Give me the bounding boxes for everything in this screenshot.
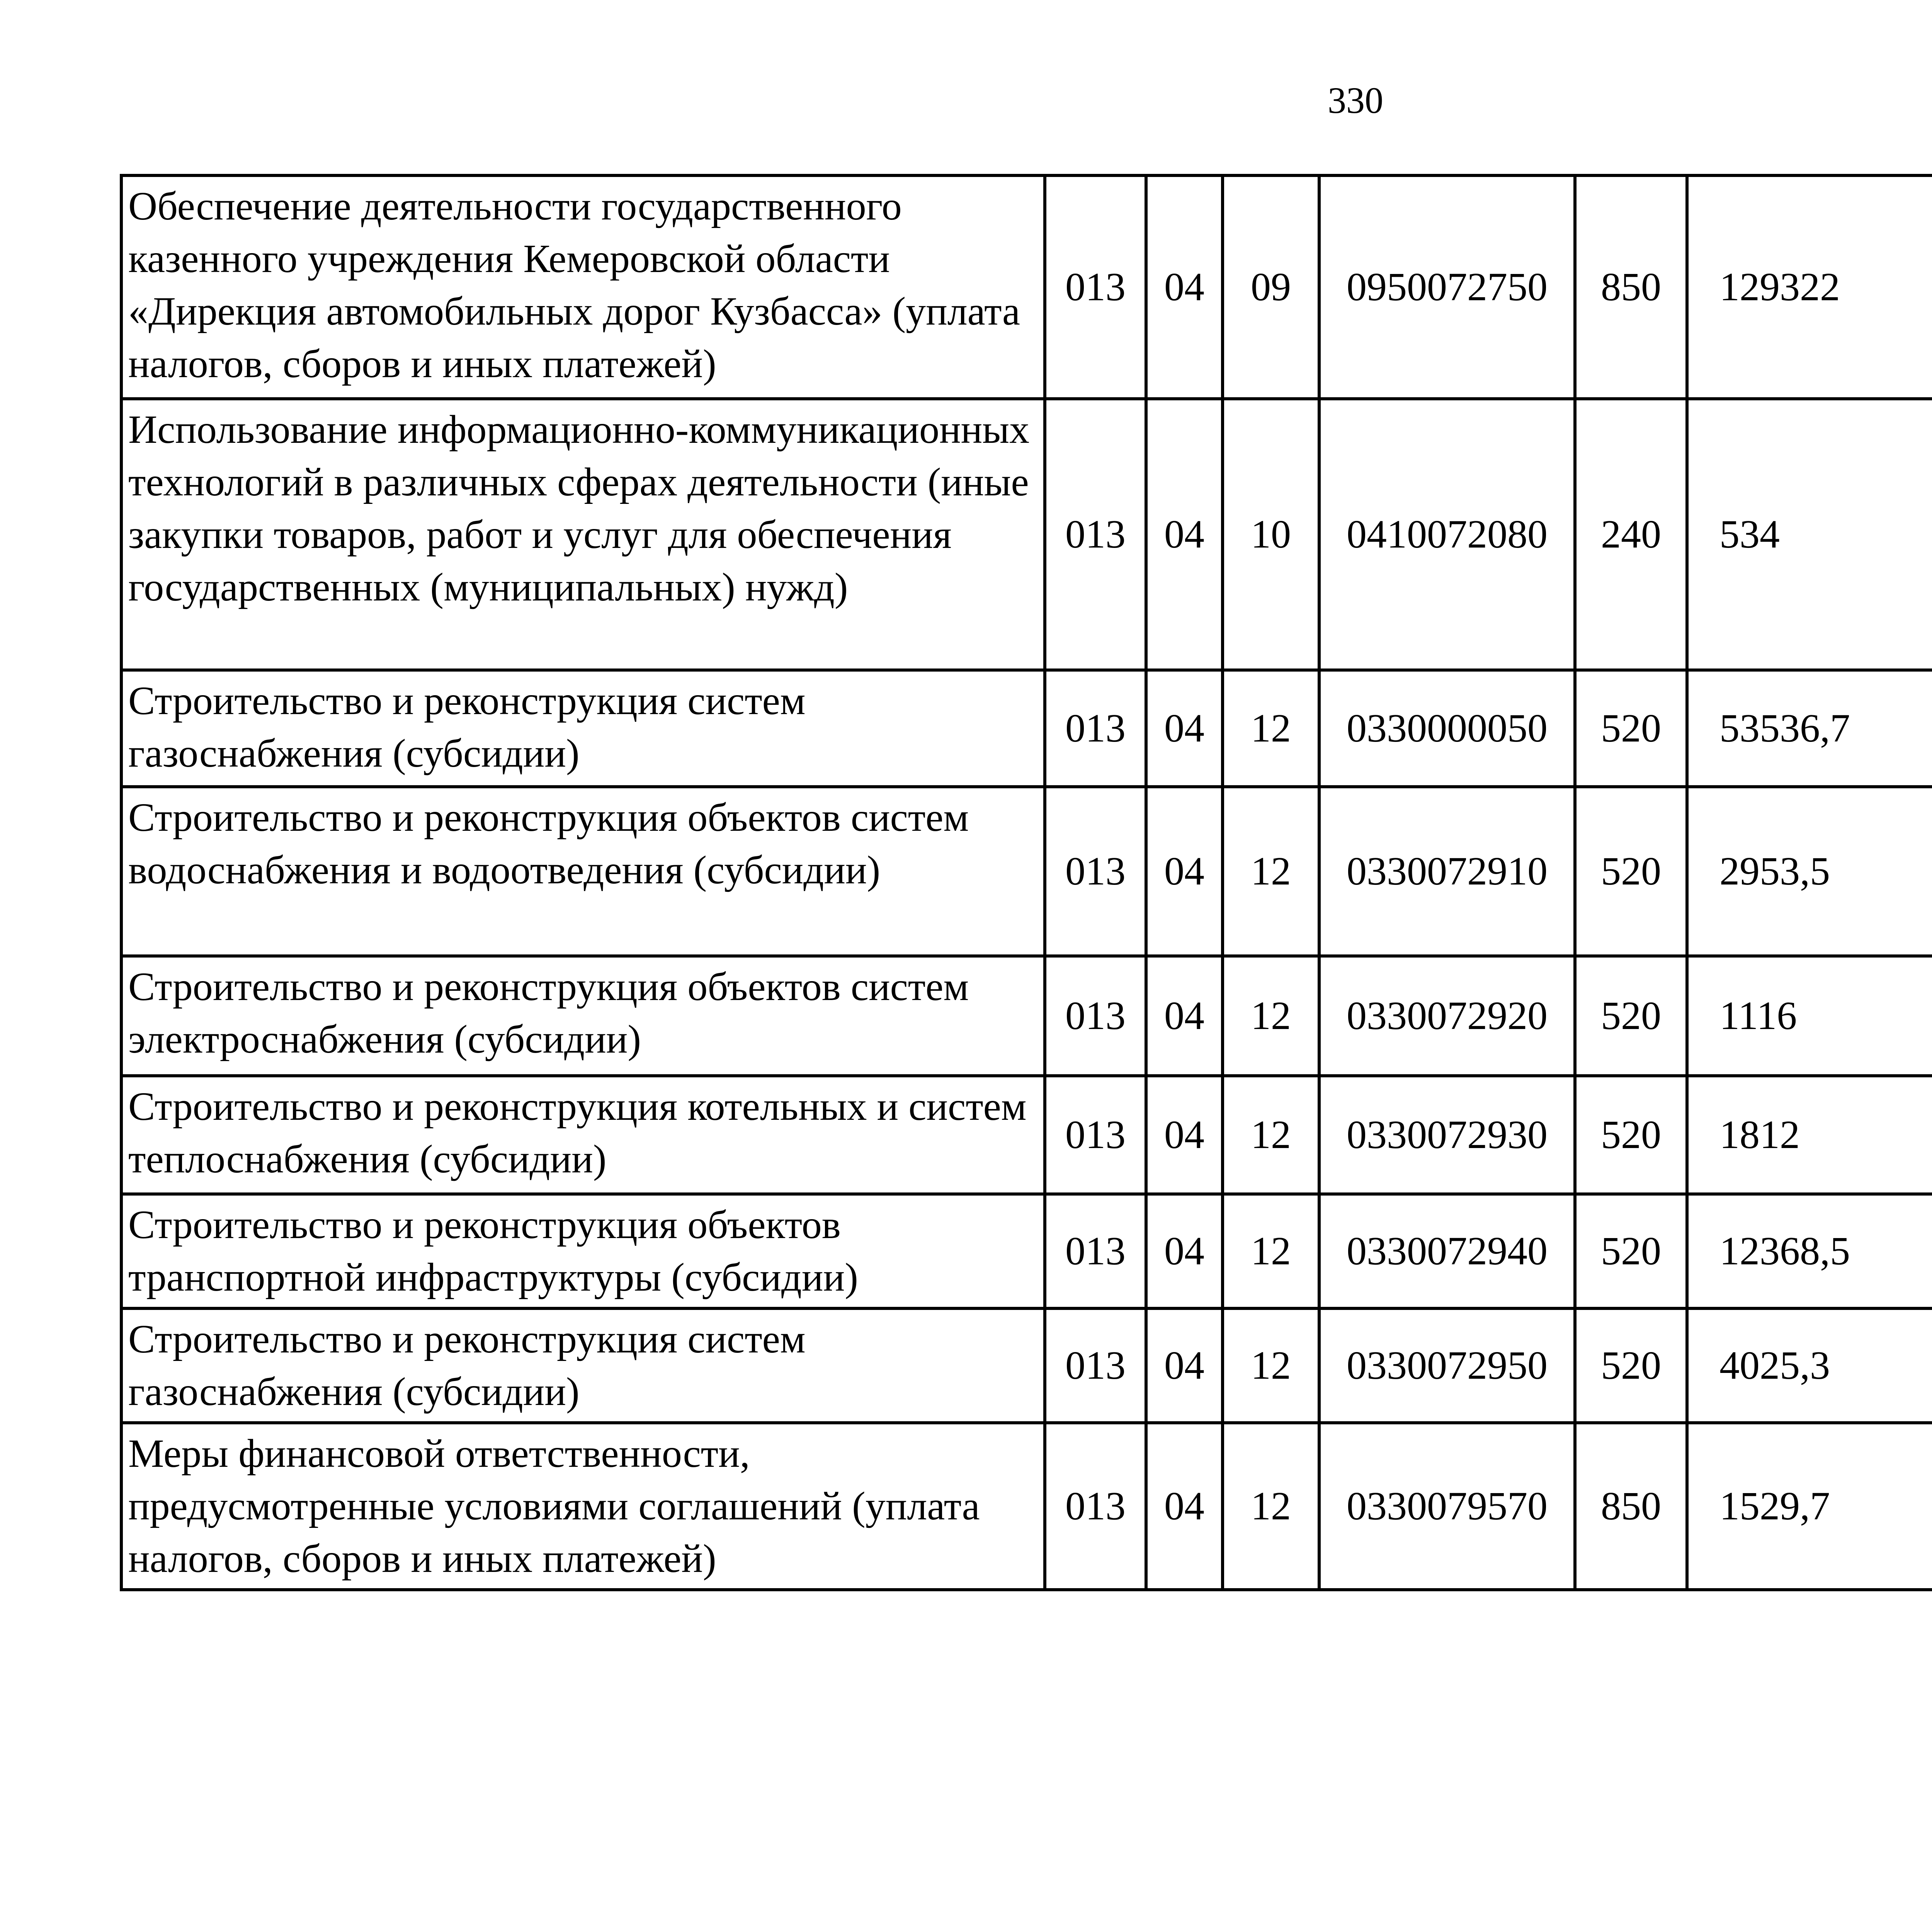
ministry-code: 013 [1045,1423,1146,1590]
item-name: Использование информационно-коммуникационных технологий в различных сферах деятельности (иные закупки товаров, работ и услуг для обеспечения государственных (муниципальных) нужд) [121,399,1045,670]
target-code: 0410072080 [1319,399,1575,670]
target-code: 0330072920 [1319,956,1575,1076]
amount-year-1: 1529,7 [1687,1423,1932,1590]
subsection-code: 12 [1223,1076,1319,1194]
page-number: 330 [1328,80,1383,121]
expense-type-code: 520 [1575,1076,1687,1194]
item-name: Строительство и реконструкция систем газоснабжения (субсидии) [121,670,1045,787]
table-row [121,956,1932,1076]
ministry-code: 013 [1045,1076,1146,1194]
table-row [121,670,1932,787]
item-name: Строительство и реконструкция систем газоснабжения (субсидии) [121,1308,1045,1423]
ministry-code: 013 [1045,787,1146,956]
table-row [121,1423,1932,1590]
expense-type-code: 520 [1575,956,1687,1076]
section-code: 04 [1146,1423,1223,1590]
subsection-code: 12 [1223,1308,1319,1423]
ministry-code: 013 [1045,399,1146,670]
section-code: 04 [1146,175,1223,399]
subsection-code: 09 [1223,175,1319,399]
target-code: 0330072910 [1319,787,1575,956]
section-code: 04 [1146,787,1223,956]
table-row [121,787,1932,956]
item-name: Строительство и реконструкция котельных и систем теплоснабжения (субсидии) [121,1076,1045,1194]
expense-type-code: 520 [1575,1308,1687,1423]
ministry-code: 013 [1045,1194,1146,1308]
table-row [121,175,1932,399]
ministry-code: 013 [1045,1308,1146,1423]
section-code: 04 [1146,1076,1223,1194]
expense-type-code: 850 [1575,1423,1687,1590]
subsection-code: 12 [1223,787,1319,956]
section-code: 04 [1146,1308,1223,1423]
subsection-code: 12 [1223,670,1319,787]
target-code: 0950072750 [1319,175,1575,399]
ministry-code: 013 [1045,670,1146,787]
table-row [121,1076,1932,1194]
expense-type-code: 520 [1575,787,1687,956]
target-code: 0330072940 [1319,1194,1575,1308]
expense-type-code: 240 [1575,399,1687,670]
section-code: 04 [1146,956,1223,1076]
amount-year-1: 2953,5 [1687,787,1932,956]
expense-type-code: 850 [1575,175,1687,399]
amount-year-1: 129322 [1687,175,1932,399]
subsection-code: 12 [1223,1423,1319,1590]
table-row [121,399,1932,670]
amount-year-1: 1812 [1687,1076,1932,1194]
amount-year-1: 4025,3 [1687,1308,1932,1423]
table-row [121,1194,1932,1308]
section-code: 04 [1146,670,1223,787]
ministry-code: 013 [1045,956,1146,1076]
item-name: Меры финансовой ответственности, предусмотренные условиями соглашений (уплата налогов, сборов и иных платежей) [121,1423,1045,1590]
subsection-code: 12 [1223,956,1319,1076]
ministry-code: 013 [1045,175,1146,399]
subsection-code: 12 [1223,1194,1319,1308]
table-row [121,1308,1932,1423]
item-name: Обеспечение деятельности государственного казенного учреждения Кемеровской области «Дирекция автомобильных дорог Кузбасса» (уплата налогов, сборов и иных платежей) [121,175,1045,399]
target-code: 0330000050 [1319,670,1575,787]
section-code: 04 [1146,399,1223,670]
amount-year-1: 1116 [1687,956,1932,1076]
expense-type-code: 520 [1575,670,1687,787]
target-code: 0330072930 [1319,1076,1575,1194]
amount-year-1: 12368,5 [1687,1194,1932,1308]
item-name: Строительство и реконструкция объектов систем водоснабжения и водоотведения (субсидии) [121,787,1045,956]
target-code: 0330072950 [1319,1308,1575,1423]
section-code: 04 [1146,1194,1223,1308]
expense-type-code: 520 [1575,1194,1687,1308]
item-name: Строительство и реконструкция объектов транспортной инфраструктуры (субсидии) [121,1194,1045,1308]
target-code: 0330079570 [1319,1423,1575,1590]
amount-year-1: 534 [1687,399,1932,670]
item-name: Строительство и реконструкция объектов систем электроснабжения (субсидии) [121,956,1045,1076]
subsection-code: 10 [1223,399,1319,670]
amount-year-1: 53536,7 [1687,670,1932,787]
budget-table [120,174,1932,1591]
